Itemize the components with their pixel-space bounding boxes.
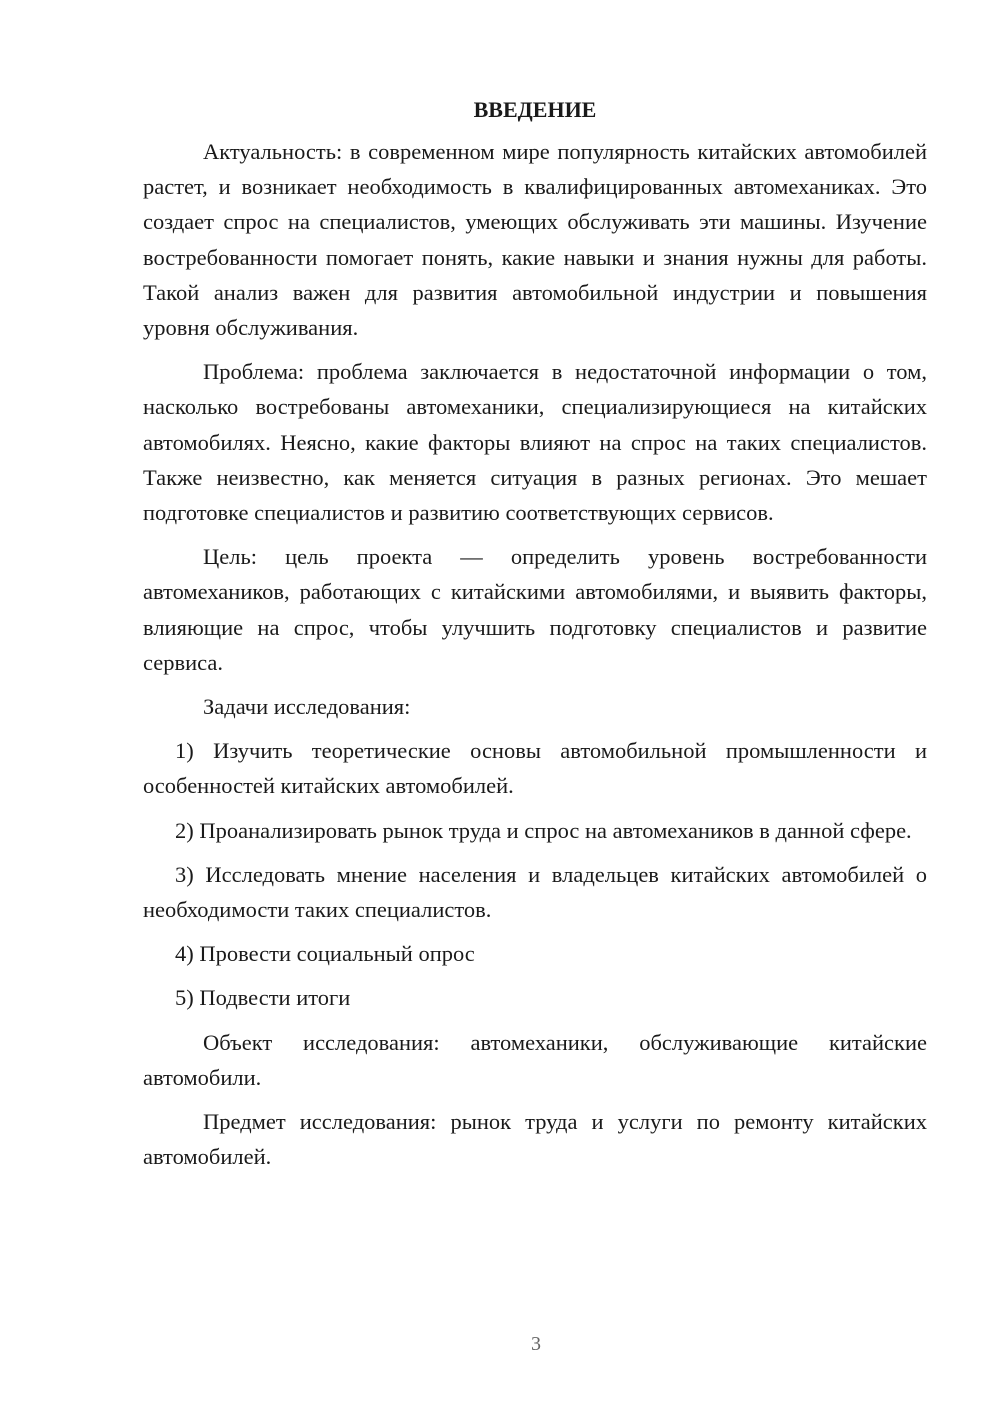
tasks-heading: Задачи исследования: (203, 694, 411, 720)
task-item: 2) Проанализировать рынок труда и спрос на автомехаников в данной сфере. (175, 817, 912, 843)
object-paragraph: Объект исследования: автомеханики, обслуживающие китайские автомобили. (143, 1029, 927, 1090)
page-number: 3 (531, 1333, 541, 1355)
problem-paragraph: Проблема: проблема заключается в недостаточной информации о том, насколько востребованы автомеханики, специализирующиеся на китайских автомобилях. Неясно, какие факторы влияют на спрос на таких специалистов. Также неизвестно, как меняется ситуация в разных регионах. Это мешает подготовке специалистов и развитию соответствующих сервисов. (143, 359, 927, 526)
page-title: ВВЕДЕНИЕ (473, 97, 597, 122)
task-item: 1) Изучить теоретические основы автомобильной промышленности и особенностей китайских автомобилей. (143, 738, 927, 799)
task-item: 4) Провести социальный опрос (175, 941, 475, 967)
subject-paragraph: Предмет исследования: рынок труда и услуги по ремонту китайских автомобилей. (143, 1109, 927, 1170)
task-item: 3) Исследовать мнение населения и владельцев китайских автомобилей о необходимости таких специалистов. (143, 861, 927, 923)
document-page (143, 94, 927, 1183)
relevance-paragraph: Актуальность: в современном мире популярность китайских автомобилей растет, и возникает необходимость в квалифицированных автомеханиках. Это создает спрос на специалистов, умеющих обслуживать эти машины. Изучение востребованности помогает понять, какие навыки и знания нужны для работы. Такой анализ важен для развития автомобильной индустрии и повышения уровня обслуживания. (143, 139, 927, 341)
task-item: 5) Подвести итоги (175, 985, 351, 1011)
goal-paragraph: Цель: цель проекта — определить уровень востребованности автомехаников, работающих с китайскими автомобилями, и выявить факторы, влияющие на спрос, чтобы улучшить подготовку специалистов и развитие сервиса. (143, 544, 927, 675)
